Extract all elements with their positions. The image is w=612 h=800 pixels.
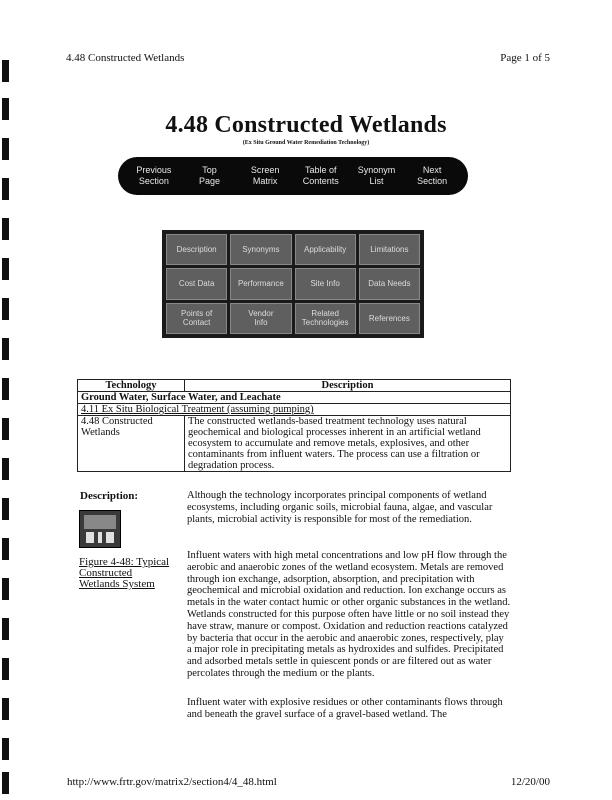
grid-link-points-of-contact[interactable]: Points of Contact <box>166 303 227 334</box>
edge-mark <box>2 60 9 82</box>
nav-bar <box>118 157 468 195</box>
technology-name-cell: 4.48 Constructed Wetlands <box>78 416 185 472</box>
synonym-list-button[interactable]: Synonym List <box>357 165 396 186</box>
edge-mark <box>2 658 9 680</box>
grid-link-vendor-info[interactable]: Vendor Info <box>230 303 291 334</box>
description-label: Description: <box>80 490 139 502</box>
page-subtitle: (Ex Situ Ground Water Remediation Technology) <box>242 140 370 146</box>
edge-mark <box>2 538 9 560</box>
column-header-technology: Technology <box>78 380 185 392</box>
grid-link-data-needs[interactable]: Data Needs <box>359 268 420 299</box>
edge-mark <box>2 378 9 400</box>
footer-url: http://www.frtr.gov/matrix2/section4/4_48.html <box>67 776 277 788</box>
description-paragraph-3: Influent water with explosive residues or other contaminants flows through and beneath the gravel surface of a gravel-based wetland. The <box>187 697 503 720</box>
grid-link-site-info[interactable]: Site Info <box>295 268 356 299</box>
edge-mark <box>2 178 9 200</box>
previous-section-button[interactable]: Previous Section <box>136 165 172 186</box>
figure-thumbnail-icon[interactable] <box>79 510 121 548</box>
next-section-button[interactable]: Next Section <box>417 165 448 186</box>
grid-link-performance[interactable]: Performance <box>230 268 291 299</box>
edge-mark <box>2 418 9 440</box>
screen-matrix-button[interactable]: Screen Matrix <box>250 165 280 186</box>
technology-description-cell: The constructed wetlands-based treatment technology uses natural geochemical and biological processes inherent in an artificial wetland ecosystem to accumulate and remove metals, explosives, and other contaminants from influent waters. The process can use a filtration or degradation process. <box>185 416 511 472</box>
footer-date: 12/20/00 <box>510 776 550 788</box>
section-link-grid <box>162 230 424 338</box>
edge-mark <box>2 578 9 600</box>
grid-link-description[interactable]: Description <box>166 234 227 265</box>
edge-mark <box>2 498 9 520</box>
technology-table <box>77 379 511 472</box>
grid-link-limitations[interactable]: Limitations <box>359 234 420 265</box>
edge-mark <box>2 618 9 640</box>
edge-mark <box>2 738 9 760</box>
edge-mark <box>2 772 9 794</box>
description-paragraph-1: Although the technology incorporates principal components of wetland ecosystems, including organic soils, microbial fauna, algae, and vascular plants, microbial activity is responsible for most of the remediation. <box>187 490 493 525</box>
grid-link-related-technologies[interactable]: Related Technologies <box>295 303 356 334</box>
edge-mark <box>2 338 9 360</box>
figure-caption-link[interactable]: Figure 4-48: Typical Constructed Wetlands System <box>79 556 170 590</box>
grid-link-applicability[interactable]: Applicability <box>295 234 356 265</box>
header-doc-title: 4.48 Constructed Wetlands <box>66 52 185 64</box>
page-title: 4.48 Constructed Wetlands <box>165 112 447 138</box>
edge-mark <box>2 298 9 320</box>
description-paragraph-2: Influent waters with high metal concentrations and low pH flow through the aerobic and anaerobic zones of the wetland ecosystem. Metals are removed through ion exchange, adsorption, absorption, and precipitation with geochemical and microbial oxidation and reduction. Ion exchange occurs as metals in the water contact humic or other organic substances in the wetland. Wetlands constructed for this purpose often have little or no soil instead they have straw, manure or compost. Oxidation and reduction reactions catalyzed by bacteria that occur in the aerobic and anaerobic zones, respectively, play a major role in precipitating metals as hydroxides and sulfides. Precipitated and adsorbed metals settle in quiescent ponds or are filtered out as water percolates through the medium or the plants. <box>187 550 511 679</box>
media-section-row: Ground Water, Surface Water, and Leachate <box>78 392 511 404</box>
header-page-number: Page 1 of 5 <box>500 52 550 64</box>
edge-mark <box>2 458 9 480</box>
table-of-contents-button[interactable]: Table of Contents <box>302 165 339 186</box>
edge-mark <box>2 698 9 720</box>
edge-mark <box>2 218 9 240</box>
column-header-description: Description <box>185 380 511 392</box>
top-page-button[interactable]: Top Page <box>198 165 220 186</box>
edge-mark <box>2 258 9 280</box>
grid-link-cost-data[interactable]: Cost Data <box>166 268 227 299</box>
grid-link-references[interactable]: References <box>359 303 420 334</box>
treatment-section-row[interactable]: 4.11 Ex Situ Biological Treatment (assuming pumping) <box>78 404 511 416</box>
grid-link-synonyms[interactable]: Synonyms <box>230 234 291 265</box>
